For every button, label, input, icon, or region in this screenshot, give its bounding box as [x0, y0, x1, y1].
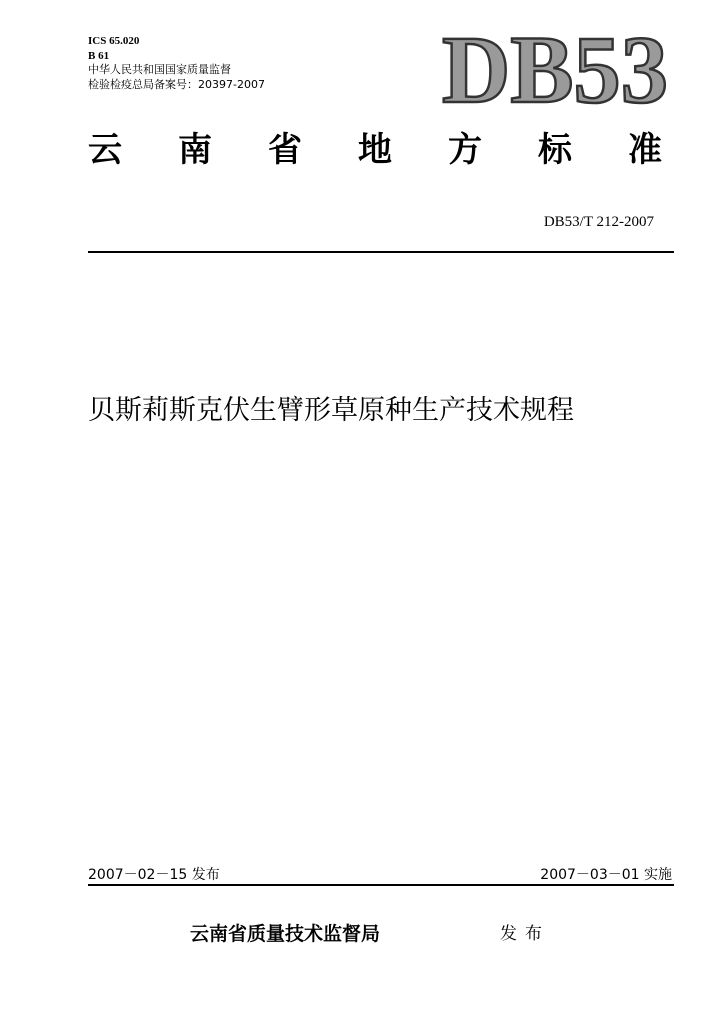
standard-kind-char: 准	[628, 130, 662, 170]
standard-kind-char: 标	[538, 130, 572, 170]
document-title: 贝斯莉斯克伏生臂形草原种生产技术规程	[88, 395, 574, 426]
db53-logo	[440, 22, 670, 108]
logo-text: DB53	[442, 22, 668, 108]
standard-kind-char: 云	[88, 130, 122, 170]
ccs-code: B 61	[88, 49, 110, 62]
publish-label: 发布	[500, 924, 550, 944]
issue-date: 2007－02－15 发布	[88, 867, 220, 883]
standard-kind-char: 南	[178, 130, 212, 170]
ics-code: ICS 65.020	[88, 35, 140, 47]
footer-divider	[88, 884, 674, 886]
header-divider	[88, 251, 674, 253]
standard-number: DB53/T 212-2007	[543, 214, 654, 230]
standard-kind-heading	[88, 130, 662, 170]
standard-kind-char: 方	[448, 130, 482, 170]
standard-kind-char: 地	[358, 130, 392, 170]
standard-kind-char: 省	[268, 130, 302, 170]
effective-date: 2007－03－01 实施	[540, 867, 672, 883]
header-metadata	[88, 34, 265, 92]
issuing-authority: 中华人民共和国国家质量监督	[88, 63, 231, 76]
publisher-name: 云南省质量技术监督局	[190, 923, 381, 945]
filing-number: 检验检疫总局备案号：20397-2007	[88, 77, 265, 91]
